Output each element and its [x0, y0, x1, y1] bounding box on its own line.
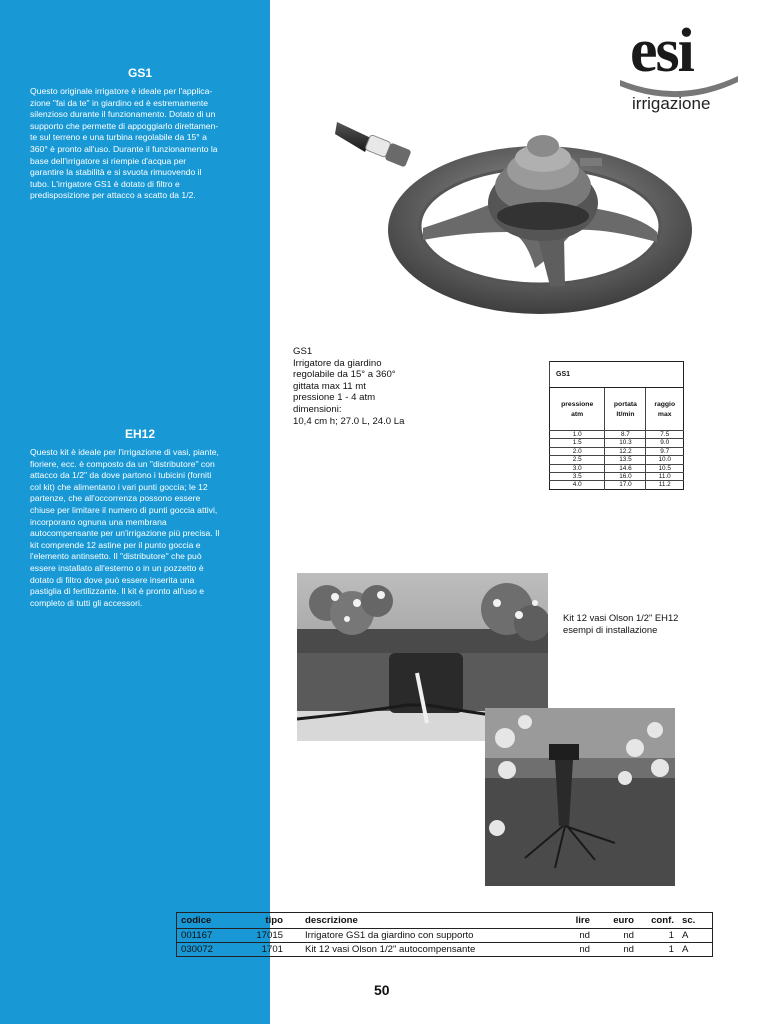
spec-header-flow: portata lt/min [605, 388, 646, 431]
product-cell: 1 [668, 930, 674, 941]
gs1-description-line: Questo originale irrigatore è ideale per l'applica- [30, 86, 213, 96]
spec-cell: 4.0 [550, 481, 605, 489]
eh12-description-line: attacco da 1/2" da dove partono i tubicini (forniti [30, 470, 212, 481]
spec-cell: 9.0 [646, 439, 684, 447]
spec-header-row [550, 388, 684, 431]
product-cell: 1701 [261, 944, 283, 955]
spec-cell: 3.0 [550, 464, 605, 472]
spec-cell: 10.3 [605, 439, 646, 447]
eh12-description [30, 447, 254, 609]
spec-cell: 10.0 [646, 456, 684, 464]
header-conf: conf. [638, 913, 678, 929]
spec-cell: 13.5 [605, 456, 646, 464]
spec-cell: 14.6 [605, 464, 646, 472]
product-cell: 1 [668, 944, 674, 955]
header-lire: lire [556, 913, 594, 929]
spec-row [550, 481, 684, 489]
spec-cell: 8.7 [605, 431, 646, 439]
product-cell: Irrigatore GS1 da giardino con supporto [305, 930, 474, 941]
gs1-caption-line: regolabile da 15° a 360° [293, 369, 396, 381]
gs1-heading: GS1 [127, 66, 152, 80]
product-cell: nd [623, 930, 634, 941]
eh12-description-line: partenze, che all'occorrenza possono essere [30, 493, 201, 504]
spec-cell: 10.5 [646, 464, 684, 472]
eh12-description-line: col kit) che alimentano i vari punti goccia; le 12 [30, 481, 208, 492]
gs1-caption-line: GS1 [293, 346, 313, 357]
gs1-description-line: garantire la stabilità e si svuota rimuovendo il [30, 167, 202, 178]
eh12-caption [563, 612, 678, 635]
logo-brand: esi [630, 17, 693, 85]
header-sc: sc. [678, 913, 713, 929]
eh12-description-line: incorporano ognuna una membrana [30, 516, 167, 527]
header-codice: codice [177, 913, 240, 929]
eh12-description-line: kit comprende 12 astine per il punto goccia e [30, 539, 201, 550]
gs1-description-line: zione "fai da te" in giardino ed è estremamente [30, 97, 209, 108]
eh12-caption-line: esempi di installazione [563, 623, 658, 635]
product-table [176, 912, 713, 957]
eh12-description-line: chiuse per limitare il numero di punti goccia attivi, [30, 504, 218, 515]
product-cell: 001167 [181, 930, 213, 941]
spec-header-radius: raggio max [646, 388, 684, 431]
gs1-description-line: base dell'irrigatore si riempie d'acqua per [30, 155, 187, 166]
product-row [177, 943, 713, 957]
gs1-spec-table [549, 361, 684, 490]
gs1-caption-line: gittata max 11 mt [293, 380, 366, 392]
page-number: 50 [374, 982, 390, 998]
spec-title-row [550, 362, 684, 388]
spec-row [550, 473, 684, 481]
header-euro: euro [594, 913, 638, 929]
eh12-description-line: fioriere, ecc. è composto da un "distributore" con [30, 458, 215, 469]
spec-row [550, 456, 684, 464]
spec-cell: 2.5 [550, 456, 605, 464]
spec-row [550, 431, 684, 439]
gs1-description-line: tubo. L'irrigatore GS1 è dotato di filtro e [30, 178, 180, 189]
installation-photo-2 [485, 708, 675, 886]
product-cell: nd [623, 944, 634, 955]
spec-cell: 9.7 [646, 447, 684, 455]
spec-cell: 3.5 [550, 473, 605, 481]
spec-row [550, 439, 684, 447]
product-cell: 030072 [181, 944, 214, 955]
gs1-caption-line: 10,4 cm h; 27.0 L, 24.0 La [293, 415, 405, 427]
eh12-description-line: dotato di filtro dove può essere inserita una [30, 574, 195, 585]
product-cell: nd [579, 944, 590, 955]
product-row [177, 929, 713, 943]
spec-body [550, 431, 684, 490]
product-cell: Kit 12 vasi Olson 1/2" autocompensante [305, 944, 476, 955]
spec-cell: 16.0 [605, 473, 646, 481]
product-body [177, 929, 713, 957]
eh12-description-line: essere installato all'esterno o in un pozzetto è [30, 562, 204, 573]
gs1-description [30, 86, 254, 202]
gs1-description-line: te sul terreno e una turbina regolabile da 15° a [30, 132, 207, 143]
spec-row [550, 447, 684, 455]
eh12-description-line: pastiglia di fertilizzante. Il kit è pronto all'uso e [30, 586, 205, 597]
spec-cell: 17.0 [605, 481, 646, 489]
header-descrizione: descrizione [287, 913, 556, 929]
spec-title: GS1 [550, 362, 684, 388]
spec-header-pressure: pressione atm [561, 401, 594, 418]
gs1-caption-line: Irrigatore da giardino [293, 357, 382, 369]
spec-row [550, 464, 684, 472]
spec-cell: 1.0 [550, 431, 605, 439]
esi-logo [618, 17, 740, 120]
logo-subtitle: irrigazione [632, 94, 711, 113]
spec-cell: 7.5 [646, 431, 684, 439]
gs1-description-line: silenzioso durante il funzionamento. Dotato di un [30, 109, 216, 120]
blue-sidebar [0, 0, 270, 1024]
gs1-description-line: supporto che permette di appoggiarlo direttamen- [30, 120, 219, 131]
product-header-row [177, 913, 713, 929]
spec-cell: 11.2 [646, 481, 684, 489]
product-cell: nd [579, 930, 590, 941]
spec-cell: 1.5 [550, 439, 605, 447]
eh12-description-line: l'elemento antinsetto. Il "distributore" che può [30, 551, 202, 562]
spec-cell: 12.2 [605, 447, 646, 455]
sprinkler-photo [335, 108, 695, 328]
eh12-caption-line: Kit 12 vasi Olson 1/2" EH12 [563, 612, 679, 623]
eh12-heading: EH12 [124, 427, 156, 441]
product-cell: A [682, 930, 689, 941]
gs1-caption-line: pressione 1 - 4 atm [293, 392, 376, 404]
gs1-description-line: predisposizione per attacco a scatto da 1/2. [30, 190, 196, 201]
product-cell: A [682, 944, 689, 955]
product-cell: 17015 [256, 930, 283, 941]
spec-cell: 11.0 [646, 473, 684, 481]
spec-cell: 2.0 [550, 447, 605, 455]
eh12-description-line: completo di tutti gli accessori. [30, 597, 143, 608]
eh12-description-line: autocompensante per un'irrigazione più precisa. Il [30, 528, 220, 539]
gs1-description-line: 360° è pronto all'uso. Durante il funzionamento la [30, 143, 218, 154]
gs1-caption [293, 346, 404, 427]
gs1-caption-line: dimensioni: [293, 403, 342, 415]
header-tipo: tipo [239, 913, 287, 929]
eh12-description-line: Questo kit è ideale per l'irrigazione di vasi, piante, [30, 447, 219, 457]
